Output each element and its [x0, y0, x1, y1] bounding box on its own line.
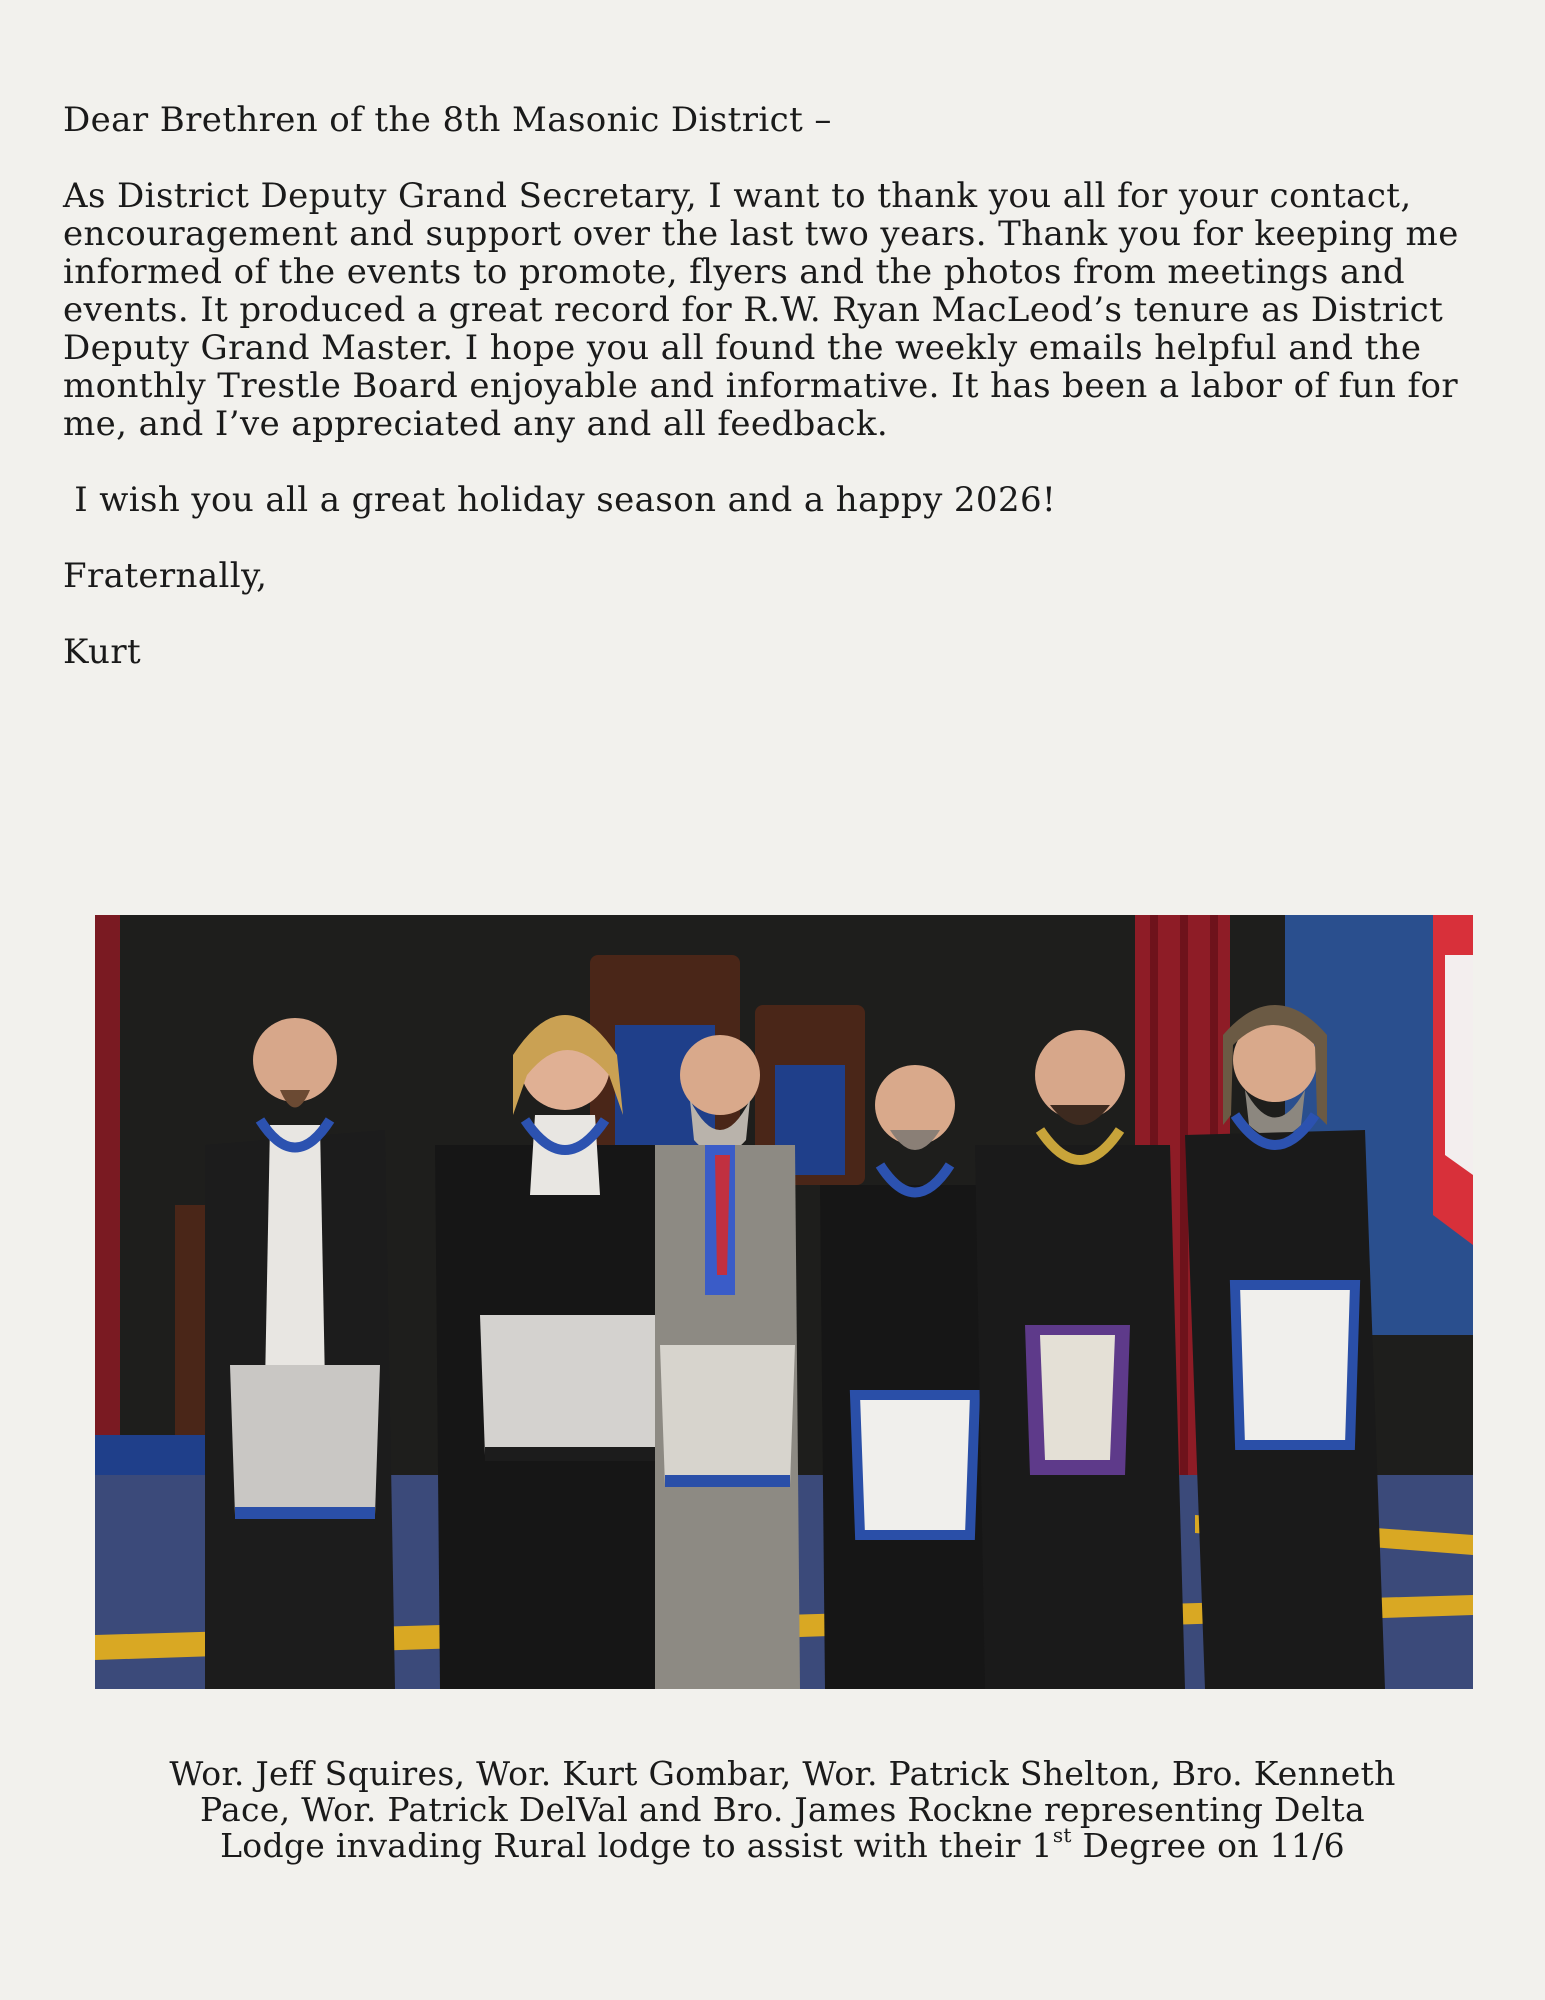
caption-suffix: Degree on 11/6: [1071, 1826, 1345, 1865]
letter-salutation: Dear Brethren of the 8th Masonic District –: [63, 100, 832, 140]
letter-signature: Kurt: [63, 632, 142, 672]
photo-caption: [160, 1756, 1405, 1864]
letter-closing: Fraternally,: [63, 556, 268, 596]
letter: [63, 101, 1513, 671]
caption-text: Wor. Jeff Squires, Wor. Kurt Gombar, Wor. Patrick Shelton, Bro. Kenneth Pace, Wor. Patrick DelVal and Bro. James Rockne representing Delta Lodge invading Rural lodge to assist with their 1: [169, 1754, 1396, 1865]
letter-wish: I wish you all a great holiday season and a happy 2026!: [63, 480, 1057, 520]
group-photo: [95, 915, 1473, 1689]
group-photo-illustration: [95, 915, 1473, 1689]
letter-body: As District Deputy Grand Secretary, I want to thank you all for your contact, encouragement and support over the last two years. Thank you for keeping me informed of the events to promote, flyers and the photos from meetings and events. It produced a great record for R.W. Ryan MacLeod’s tenure as District Deputy Grand Master. I hope you all found the weekly emails helpful and the monthly Trestle Board enjoyable and informative. It has been a labor of fun for me, and I’ve appreciated any and all feedback.: [63, 176, 1459, 444]
paragraph-gap: [63, 443, 1513, 481]
paragraph-gap: [63, 139, 1513, 177]
caption-superscript: st: [1052, 1823, 1072, 1847]
paragraph-gap: [63, 595, 1513, 633]
paragraph-gap: [63, 519, 1513, 557]
